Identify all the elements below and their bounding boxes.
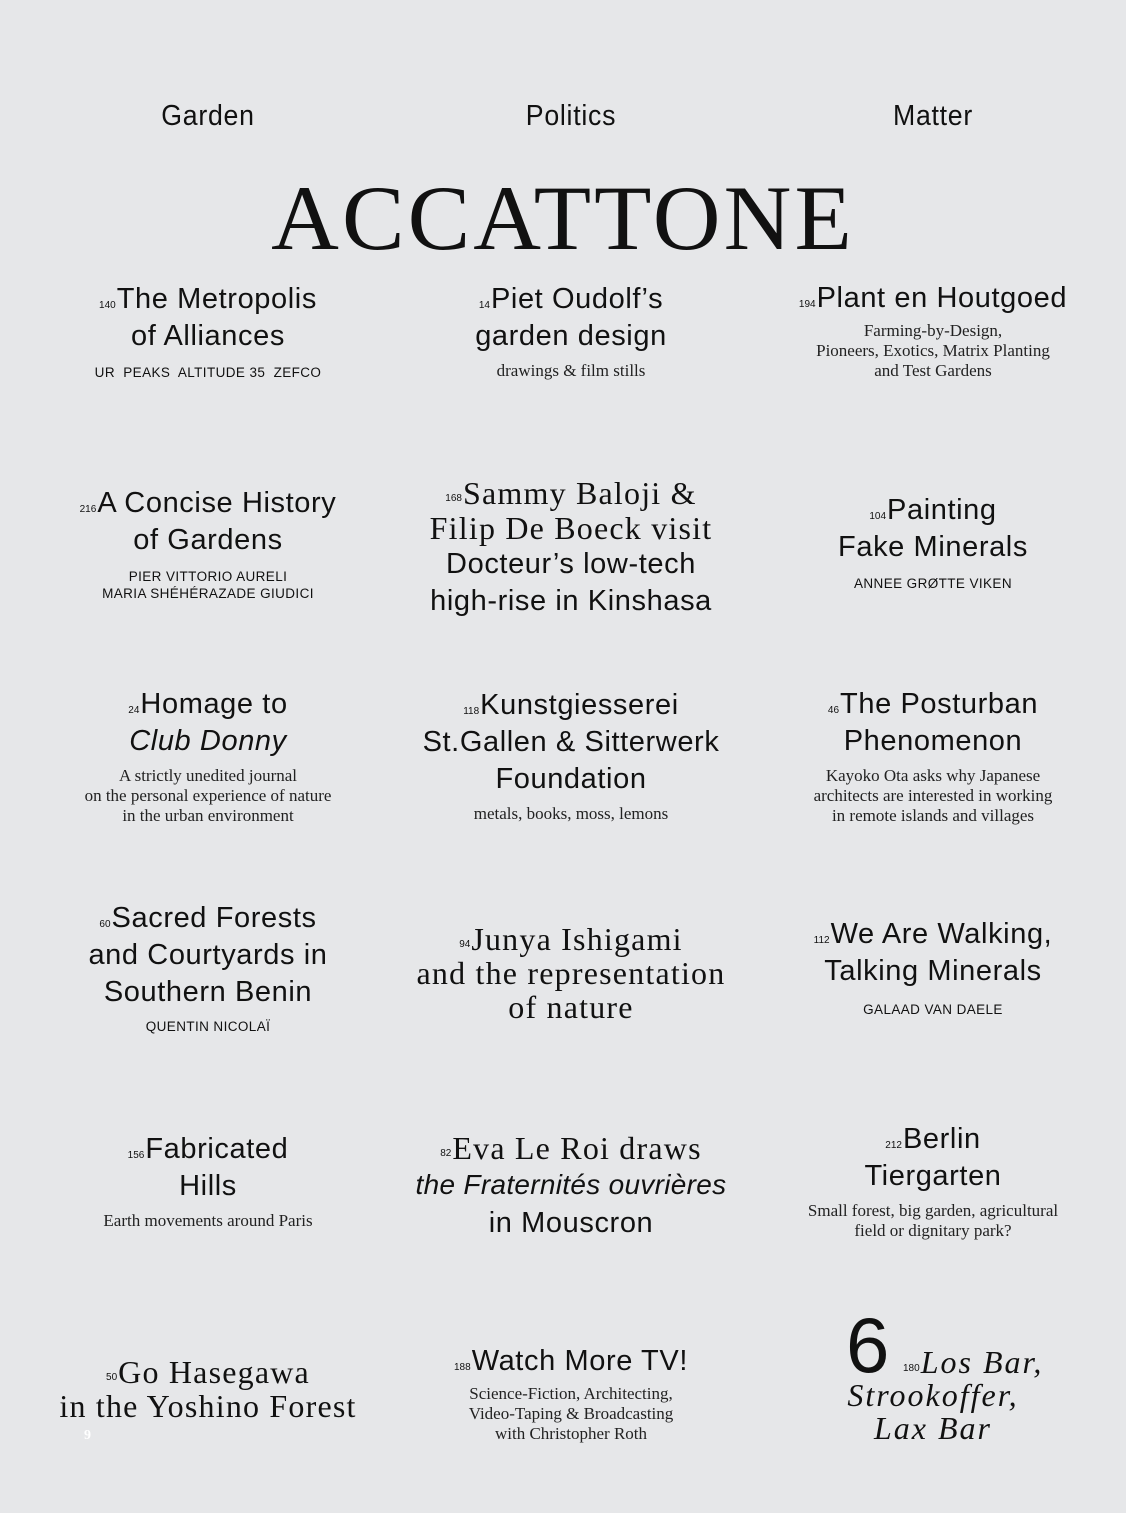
entry-title xyxy=(753,1121,1113,1195)
title-line: Filip De Boeck visit xyxy=(429,510,713,546)
toc-entry[interactable] xyxy=(753,280,1113,381)
entry-subtitle xyxy=(28,1211,388,1231)
page-number: 104 xyxy=(869,511,887,522)
subtitle-line: Science-Fiction, Architecting, xyxy=(469,1384,673,1403)
subtitle-line: GALAAD VAN DAELE xyxy=(863,1002,1003,1017)
title-line: Tiergarten xyxy=(864,1160,1002,1192)
page-number: 50 xyxy=(106,1372,118,1383)
title-line: in Mouscron xyxy=(488,1207,654,1239)
title-line: The Posturban xyxy=(840,688,1039,720)
title-line: Hills xyxy=(179,1170,237,1202)
entry-subtitle xyxy=(753,1201,1113,1241)
entry-authors xyxy=(28,568,388,602)
title-line: and the representation xyxy=(416,955,726,991)
subtitle-line: in remote islands and villages xyxy=(831,806,1035,825)
title-line: of Alliances xyxy=(131,320,285,352)
title-line: Talking Minerals xyxy=(824,955,1042,987)
page-number: 194 xyxy=(798,299,816,310)
title-line: Fake Minerals xyxy=(838,531,1028,563)
entry-title xyxy=(28,281,388,355)
toc-entry[interactable] xyxy=(391,1343,751,1444)
title-line: garden design xyxy=(475,320,667,352)
section-headers xyxy=(0,100,1126,140)
section-matter: Matter xyxy=(892,100,974,132)
title-line: The Metropolis xyxy=(116,283,317,315)
entry-authors xyxy=(28,364,388,381)
toc-entry[interactable] xyxy=(28,281,388,381)
page-number: 14 xyxy=(478,300,490,311)
subtitle-line: field or dignitary park? xyxy=(854,1221,1012,1240)
entry-subtitle xyxy=(753,321,1113,381)
toc-entry[interactable] xyxy=(391,281,751,381)
page-number: 188 xyxy=(454,1362,471,1373)
subtitle-line: Earth movements around Paris xyxy=(103,1211,313,1230)
title-line: Strookoffer, xyxy=(847,1377,1019,1413)
section-garden: Garden xyxy=(161,100,255,132)
entry-title xyxy=(753,916,1113,990)
title-line: A Concise History xyxy=(97,487,337,519)
page-number: 216 xyxy=(79,504,97,515)
toc-entry[interactable] xyxy=(391,922,751,1024)
entry-title xyxy=(28,1355,388,1423)
page-number: 60 xyxy=(99,919,111,930)
title-line: We Are Walking, xyxy=(830,918,1053,950)
subtitle-line: Small forest, big garden, agricultural xyxy=(807,1201,1059,1220)
entry-title xyxy=(28,686,388,760)
title-line: Watch More TV! xyxy=(471,1345,688,1377)
entry-subtitle xyxy=(28,766,388,826)
entry-title xyxy=(391,687,751,798)
subtitle-line: QUENTIN NICOLAÏ xyxy=(145,1019,271,1034)
entry-title xyxy=(753,492,1113,566)
page-number: 180 xyxy=(903,1363,920,1374)
title-line: Sacred Forests xyxy=(111,902,317,934)
title-line: the Fraternités ouvrières xyxy=(415,1169,727,1200)
toc-entry[interactable] xyxy=(753,686,1113,826)
subtitle-line: Farming-by-Design, xyxy=(863,321,1003,340)
entry-title xyxy=(753,686,1113,760)
subtitle-line: and Test Gardens xyxy=(874,361,992,380)
subtitle-line: Kayoko Ota asks why Japanese xyxy=(825,766,1041,785)
section-politics: Politics xyxy=(525,100,617,132)
title-line: Club Donny xyxy=(129,725,287,757)
title-line: Sammy Baloji & xyxy=(462,475,697,511)
toc-entry[interactable] xyxy=(391,476,751,620)
toc-entry[interactable] xyxy=(28,686,388,826)
entry-title xyxy=(753,280,1113,317)
page-number: 168 xyxy=(445,493,462,504)
toc-entry[interactable] xyxy=(753,492,1113,592)
entry-title xyxy=(391,1131,751,1242)
title-line: Southern Benin xyxy=(103,976,313,1008)
title-line: Go Hasegawa xyxy=(118,1354,310,1390)
entry-authors xyxy=(753,575,1113,592)
title-line: Phenomenon xyxy=(843,725,1023,757)
subtitle-line: with Christopher Roth xyxy=(494,1424,648,1443)
page-folio: 9 xyxy=(84,1428,91,1443)
toc-entry[interactable] xyxy=(28,485,388,602)
title-line: Homage to xyxy=(140,688,288,720)
title-line: Junya Ishigami xyxy=(471,921,683,957)
entry-title xyxy=(753,1346,1113,1445)
subtitle-line: MARIA SHÉHÉRAZADE GIUDICI xyxy=(102,586,314,601)
masthead-title: ACCATTONE xyxy=(271,167,855,269)
page-number: 118 xyxy=(463,706,480,717)
page-number: 156 xyxy=(127,1150,145,1161)
title-line: Piet Oudolf’s xyxy=(490,283,664,315)
entry-authors xyxy=(28,1018,388,1035)
page-number: 140 xyxy=(99,300,116,311)
subtitle-line: ANNEE GRØTTE VIKEN xyxy=(854,576,1012,591)
page-number: 112 xyxy=(813,935,830,946)
title-line: Painting xyxy=(887,494,997,526)
page-number: 212 xyxy=(885,1140,902,1151)
title-line: Docteur’s low-tech xyxy=(446,548,696,580)
page-number: 24 xyxy=(128,705,140,716)
title-line: Kunstgiesserei xyxy=(480,689,679,721)
entry-title xyxy=(391,281,751,355)
toc-entry[interactable] xyxy=(28,900,388,1035)
toc-entry[interactable] xyxy=(391,687,751,824)
title-line: of nature xyxy=(508,989,634,1025)
entry-title xyxy=(391,1343,751,1380)
entry-title xyxy=(28,1131,388,1205)
entry-subtitle xyxy=(391,804,751,824)
subtitle-line: on the personal experience of nature xyxy=(84,786,332,805)
page-number: 94 xyxy=(459,939,471,950)
toc-entry[interactable] xyxy=(753,1121,1113,1241)
entry-subtitle xyxy=(391,361,751,381)
subtitle-line: A strictly unedited journal xyxy=(119,766,297,785)
entry-title xyxy=(28,485,388,559)
entry-title xyxy=(28,900,388,1011)
toc-entry[interactable] xyxy=(753,1301,1113,1450)
subtitle-line: UR PEAKS ALTITUDE 35 ZEFCO xyxy=(94,365,322,380)
title-line: of Gardens xyxy=(133,524,283,556)
subtitle-line: architects are interested in working xyxy=(813,786,1053,805)
title-line: in the Yoshino Forest xyxy=(59,1388,357,1424)
page-number: 82 xyxy=(440,1148,452,1159)
subtitle-line: Video-Taping & Broadcasting xyxy=(468,1404,674,1423)
toc-entry[interactable] xyxy=(753,916,1113,1018)
title-line: Berlin xyxy=(902,1123,981,1155)
title-line: St.Gallen & Sitterwerk xyxy=(422,726,720,758)
subtitle-line: metals, books, moss, lemons xyxy=(473,804,669,823)
toc-entry[interactable] xyxy=(391,1131,751,1242)
title-line: high-rise in Kinshasa xyxy=(430,585,712,617)
title-line: Lax Bar xyxy=(874,1410,992,1446)
entry-title xyxy=(391,922,751,1024)
entry-subtitle xyxy=(391,1384,751,1444)
subtitle-line: in the urban environment xyxy=(122,806,294,825)
entry-authors xyxy=(753,1001,1113,1018)
title-line: Foundation xyxy=(495,763,647,795)
entry-title xyxy=(391,476,751,620)
subtitle-line: PIER VITTORIO AURELI xyxy=(128,569,288,584)
title-line: Plant en Houtgoed xyxy=(816,282,1068,314)
issue-number: 6 xyxy=(846,1301,890,1389)
title-line: Los Bar, xyxy=(920,1344,1044,1380)
entry-subtitle xyxy=(753,766,1113,826)
title-line: and Courtyards in xyxy=(88,939,328,971)
subtitle-line: drawings & film stills xyxy=(496,361,646,380)
title-line: Fabricated xyxy=(145,1133,289,1165)
toc-entry[interactable] xyxy=(28,1131,388,1231)
page-number: 46 xyxy=(827,705,840,716)
title-line: Eva Le Roi draws xyxy=(452,1130,702,1166)
subtitle-line: Pioneers, Exotics, Matrix Planting xyxy=(816,341,1050,360)
toc-entry[interactable] xyxy=(28,1355,388,1423)
